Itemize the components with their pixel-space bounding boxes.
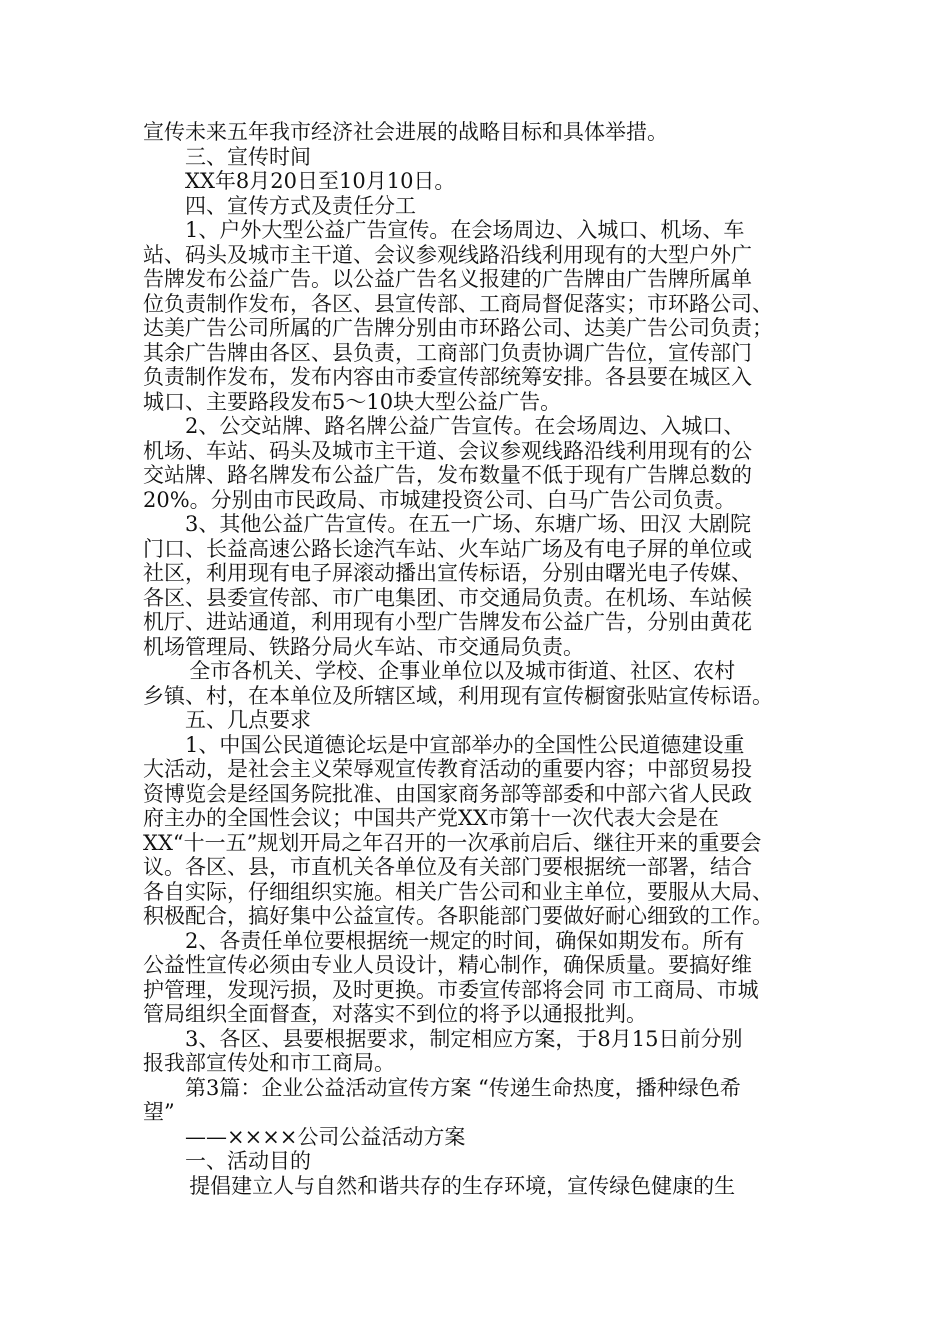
text-line: 府主办的全国性会议；中国共产党XX市第十一次代表大会是在 (143, 806, 719, 830)
document-body (143, 120, 813, 1198)
text-line: 2、各责任单位要根据统一规定的时间，确保如期发布。所有 (185, 928, 745, 953)
text-line: 议。各区、县，市直机关各单位及有关部门要根据统一部署，结合 (143, 855, 752, 879)
text-line: 一、活动目的 (185, 1149, 311, 1173)
text-line: 位负责制作发布，各区、县宣传部、工商局督促落实；市环路公司、 (143, 291, 773, 316)
text-line: 1、中国公民道德论坛是中宣部举办的全国性公民道德建设重 (185, 732, 745, 757)
text-line: 积极配合，搞好集中公益宣传。各职能部门要做好耐心细致的工作。 (143, 904, 773, 928)
text-line: 公益性宣传必须由专业人员设计，精心制作，确保质量。要搞好维 (143, 953, 752, 977)
text-line: 第3篇：企业公益活动宣传方案 “传递生命热度，播种绿色希 (185, 1075, 741, 1100)
text-line: 其余广告牌由各区、县负责，工商部门负责协调广告位，宣传部门 (143, 340, 752, 365)
text-line: 乡镇、村，在本单位及所辖区域，利用现有宣传橱窗张贴宣传标语。 (143, 683, 773, 708)
text-line: 门口、长益高速公路长途汽车站、火车站广场及有电子屏的单位或 (143, 536, 752, 561)
text-line: ——××××公司公益活动方案 (185, 1124, 466, 1149)
text-line: XX“十一五”规划开局之年召开的一次承前启后、继往开来的重要会 (143, 830, 762, 855)
text-line: 护管理，发现污损，及时更换。市委宣传部将会同 市工商局、市城 (143, 977, 759, 1002)
text-line: 报我部宣传处和市工商局。 (143, 1051, 395, 1075)
text-line: 宣传未来五年我市经济社会进展的战略目标和具体举措。 (143, 120, 668, 144)
text-line: 站、码头及城市主干道、会议参观线路沿线利用现有的大型户外广 (143, 242, 752, 267)
text-line: 达美广告公司所属的广告牌分别由市环路公司、达美广告公司负责； (143, 316, 773, 340)
text-line: 20%。分别由市民政局、市城建投资公司、白马广告公司负责。 (143, 487, 736, 512)
text-line: 告牌发布公益广告。以公益广告名义报建的广告牌由广告牌所属单 (143, 267, 752, 291)
text-line: XX年8月20日至10月10日。 (185, 169, 456, 193)
text-line: 交站牌、路名牌发布公益广告，发布数量不低于现有广告牌总数的 (143, 463, 752, 487)
text-line: 1、户外大型公益广告宣传。在会场周边、入城口、机场、车 (185, 218, 745, 242)
text-line: 管局组织全面督查，对落实不到位的将予以通报批判。 (143, 1002, 647, 1026)
text-line: 三、宣传时间 (185, 144, 311, 169)
text-line: 2、公交站牌、路名牌公益广告宣传。在会场周边、入城口、 (185, 414, 745, 438)
text-line: 机厅、进站通道，利用现有小型广告牌发布公益广告，分别由黄花 (143, 610, 752, 634)
text-line: 机场、车站、码头及城市主干道、会议参观线路沿线利用现有的公 (143, 438, 752, 463)
text-line: 资博览会是经国务院批准、由国家商务部等部委和中部六省人民政 (143, 781, 752, 806)
text-line: 机场管理局、铁路分局火车站、市交通局负责。 (143, 634, 584, 659)
text-line: 3、其他公益广告宣传。在五一广场、东塘广场、田汉 大剧院 (185, 512, 752, 536)
text-line: 城口、主要路段发布5～10块大型公益广告。 (143, 389, 562, 414)
text-line: 提倡建立人与自然和谐共存的生存环境，宣传绿色健康的生 (189, 1173, 736, 1198)
text-line: 3、各区、县要根据要求，制定相应方案，于8月15日前分别 (185, 1026, 743, 1051)
text-line: 望” (143, 1100, 175, 1124)
text-line: 全市各机关、学校、企事业单位以及城市街道、社区、农村 (189, 659, 736, 683)
text-line: 社区，利用现有电子屏滚动播出宣传标语，分别由曙光电子传媒、 (143, 561, 752, 585)
text-line: 五、几点要求 (185, 708, 311, 732)
text-line: 各自实际，仔细组织实施。相关广告公司和业主单位，要服从大局、 (143, 879, 773, 904)
text-line: 大活动，是社会主义荣辱观宣传教育活动的重要内容；中部贸易投 (143, 757, 752, 781)
text-line: 四、宣传方式及责任分工 (185, 193, 416, 218)
text-line: 各区、县委宣传部、市广电集团、市交通局负责。在机场、车站候 (143, 585, 752, 610)
text-line: 负责制作发布，发布内容由市委宣传部统筹安排。各县要在城区入 (143, 365, 752, 389)
